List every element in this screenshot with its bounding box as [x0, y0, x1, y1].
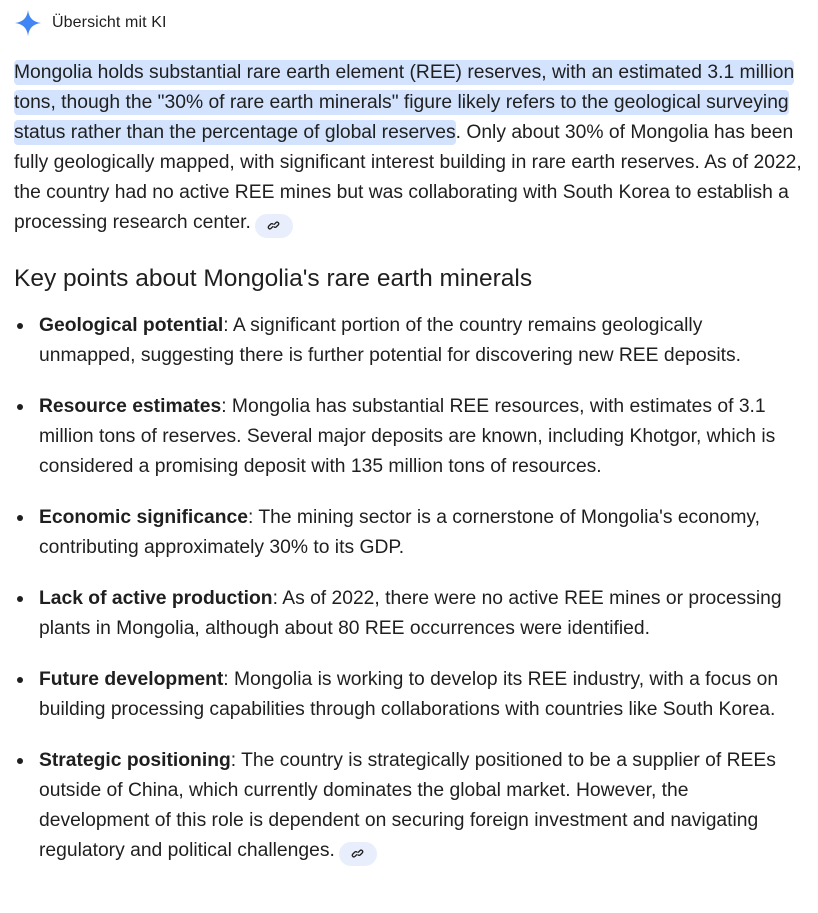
bullet — [17, 758, 23, 764]
intro-text: . Only about 30% of Mongolia has been fully geologically mapped, with significant interest building in rare earth reserves. As of 2022, the country had no active REE mines but was collaborating with South Korea to establish a processing research center. — [14, 122, 802, 233]
bullet — [17, 323, 23, 329]
list-item — [14, 503, 804, 563]
list-item — [14, 311, 804, 371]
point-label: Economic significance — [39, 507, 248, 528]
ai-overview-header — [14, 9, 167, 37]
citation-link-button[interactable] — [255, 214, 293, 238]
point-label: Resource estimates — [39, 396, 222, 417]
point-label: Lack of active production — [39, 588, 273, 609]
list-item — [14, 392, 804, 482]
point-text: : Mongolia is working to develop its REE industry, with a focus on building processing capabilities through collaborations with countries like South Korea. — [39, 669, 779, 720]
section-heading: Key points about Mongolia's rare earth minerals — [14, 265, 533, 292]
bullet — [17, 404, 23, 410]
bullet — [17, 596, 23, 602]
intro-paragraph — [14, 58, 810, 238]
sparkle-icon — [14, 9, 42, 37]
point-text: : As of 2022, there were no active REE mines or processing plants in Mongolia, although about 80 REE occurrences were identified. — [39, 588, 782, 639]
link-icon — [351, 847, 364, 860]
citation-link-button[interactable] — [339, 842, 377, 866]
point-label: Geological potential — [39, 315, 224, 336]
list-item — [14, 665, 804, 725]
point-text: : The country is strategically positioned to be a supplier of REEs outside of China, which currently dominates the global market. However, the development of this role is dependent on securing foreign investment and navigating regulatory and political challenges. — [39, 750, 776, 861]
highlighted-text[interactable]: Mongolia holds substantial rare earth element (REE) reserves, with an estimated 3.1 million tons, though the "30% of rare earth minerals" figure likely refers to the geological surveying status rather than the percentage of global reserves — [14, 62, 795, 143]
list-item — [14, 746, 804, 866]
key-points-list — [14, 311, 804, 887]
point-text: : The mining sector is a cornerstone of Mongolia's economy, contributing approximately 30% to its GDP. — [39, 507, 760, 558]
point-label: Future development — [39, 669, 224, 690]
bullet — [17, 515, 23, 521]
point-label: Strategic positioning — [39, 750, 231, 771]
point-text: : Mongolia has substantial REE resources, with estimates of 3.1 million tons of reserves. Several major deposits are known, including Khotgor, which is considered a promising deposit with 135 million tons of resources. — [39, 396, 776, 477]
list-item — [14, 584, 804, 644]
link-icon — [267, 219, 280, 232]
ai-overview-title: Übersicht mit KI — [52, 14, 167, 31]
point-text: : A significant portion of the country remains geologically unmapped, suggesting there is further potential for discovering new REE deposits. — [39, 315, 742, 366]
bullet — [17, 677, 23, 683]
